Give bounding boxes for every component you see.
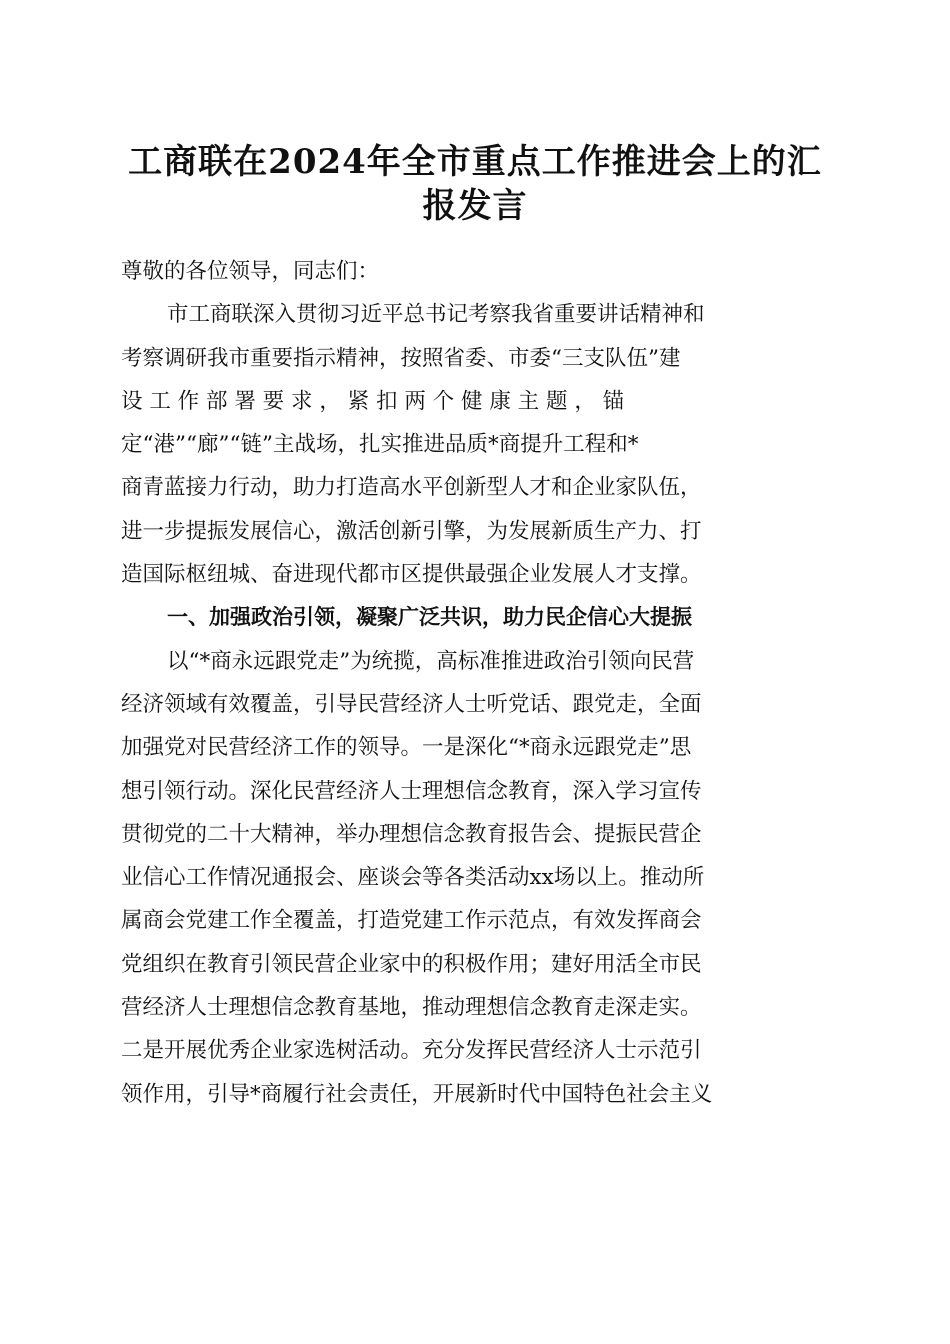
document-title [100, 140, 850, 228]
paragraph-line: 贯彻党的二十大精神，举办理想信念教育报告会、提振民营企 [121, 821, 702, 847]
title-line-2: 报发言 [422, 186, 528, 226]
paragraph-line: 领作用，引导*商履行社会责任，开展新时代中国特色社会主义 [121, 1081, 713, 1107]
paragraph-line: 考察调研我市重要指示精神，按照省委、市委“三支队伍”建 [121, 345, 681, 371]
paragraph-line: 营经济人士理想信念教育基地，推动理想信念教育走深走实。 [121, 995, 702, 1021]
paragraph-line: 设 工 作 部 署 要 求 ， 紧 扣 两 个 健 康 主 题 ， 锚 [121, 388, 625, 414]
paragraph-line: 属商会党建工作全覆盖，打造党建工作示范点，有效发挥商会 [121, 908, 702, 934]
paragraph-line: 党组织在教育引领民营企业家中的积极作用；建好用活全市民 [121, 951, 702, 977]
paragraph-line: 经济领域有效覆盖，引导民营经济人士听党话、跟党走，全面 [121, 691, 702, 717]
paragraph-line: 以“*商永远跟党走”为统揽，高标准推进政治引领向民营 [167, 648, 695, 674]
section-heading: 一、加强政治引领，凝聚广泛共识，助力民企信心大提振 [167, 605, 692, 630]
title-line-1: 工商联在2024年全市重点工作推进会上的汇 [128, 142, 822, 182]
paragraph-line: 造国际枢纽城、奋进现代都市区提供最强企业发展人才支撑。 [121, 562, 702, 588]
paragraph-line: 想引领行动。深化民营经济人士理想信念教育，深入学习宣传 [121, 778, 702, 804]
salutation: 尊敬的各位领导，同志们： [121, 259, 380, 284]
paragraph-line: 商青蓝接力行动，助力打造高水平创新型人才和企业家队伍， [121, 475, 702, 501]
paragraph-line: 加强党对民营经济工作的领导。一是深化“*商永远跟党走”思 [121, 735, 692, 761]
paragraph-line: 定“港”“廊”“链”主战场，扎实推进品质*商提升工程和* [121, 432, 639, 458]
document-body [121, 250, 831, 1116]
paragraph-line: 进一步提振发展信心，激活创新引擎，为发展新质生产力、打 [121, 518, 702, 544]
paragraph-line: 业信心工作情况通报会、座谈会等各类活动xx场以上。推动所 [121, 865, 705, 891]
paragraph-line: 市工商联深入贯彻习近平总书记考察我省重要讲话精神和 [167, 302, 705, 328]
paragraph-line: 二是开展优秀企业家选树活动。充分发挥民营经济人士示范引 [121, 1038, 702, 1064]
